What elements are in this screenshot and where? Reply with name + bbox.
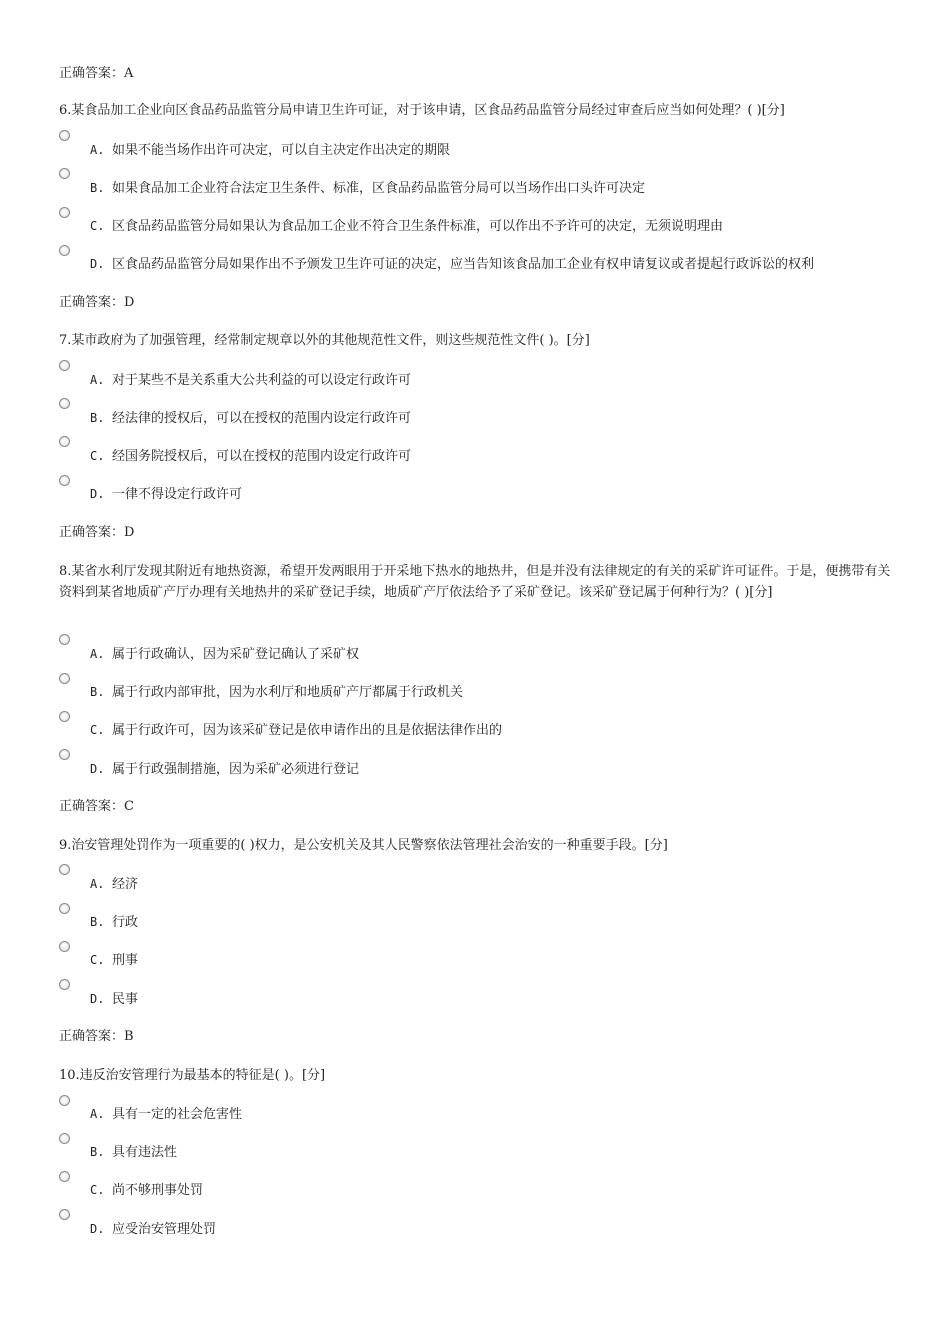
option-letter: A. [90, 877, 105, 891]
option-q8-d[interactable] [90, 761, 359, 778]
option-letter: D. [90, 487, 105, 501]
radio-q8-d[interactable] [59, 749, 70, 760]
radio-q6-a[interactable] [59, 130, 70, 141]
option-text: 行政 [112, 915, 139, 930]
radio-q8-a[interactable] [59, 634, 70, 645]
option-letter: B. [90, 181, 105, 195]
option-q10-b[interactable] [90, 1144, 177, 1161]
option-letter: C. [90, 449, 105, 463]
option-letter: B. [90, 411, 105, 425]
radio-q8-c[interactable] [59, 711, 70, 722]
option-q7-d[interactable] [90, 486, 242, 503]
option-q10-a[interactable] [90, 1106, 242, 1123]
answer-line-q8 [59, 799, 134, 815]
option-letter: B. [90, 685, 105, 699]
option-q6-a[interactable] [90, 142, 450, 159]
radio-q7-d[interactable] [59, 475, 70, 486]
question-7-text: 7.某市政府为了加强管理，经常制定规章以外的其他规范性文件，则这些规范性文件( )。[分] [59, 333, 590, 348]
radio-q9-c[interactable] [59, 941, 70, 952]
answer-value: C [124, 799, 134, 814]
option-text: 如果不能当场作出许可决定，可以自主决定作出决定的期限 [112, 143, 451, 158]
option-text: 如果食品加工企业符合法定卫生条件、标准，区食品药品监管分局可以当场作出口头许可决定 [112, 181, 646, 196]
option-text: 对于某些不是关系重大公共利益的可以设定行政许可 [112, 373, 412, 388]
radio-q10-a[interactable] [59, 1095, 70, 1106]
radio-q6-b[interactable] [59, 168, 70, 179]
option-q7-c[interactable] [90, 448, 411, 465]
option-text: 民事 [112, 992, 139, 1007]
option-letter: C. [90, 953, 105, 967]
answer-prefix: 正确答案： [59, 66, 125, 81]
radio-q9-d[interactable] [59, 979, 70, 990]
option-q8-c[interactable] [90, 722, 502, 739]
radio-q10-b[interactable] [59, 1133, 70, 1144]
option-q10-c[interactable] [90, 1182, 203, 1199]
option-letter: D. [90, 1222, 105, 1236]
option-q9-d[interactable] [90, 991, 138, 1008]
question-8-text: 8.某省水利厅发现其附近有地热资源，希望开发两眼用于开采地下热水的地热井，但是并没有法律规定的有关的采矿许可证件。于是，便携带有关资料到某省地质矿产厅办理有关地热井的采矿登记手续，地质矿产厅依法给予了采矿登记。该采矿登记属于何种行为？( )[分] [59, 564, 891, 600]
radio-q8-b[interactable] [59, 673, 70, 684]
question-10-text: 10.违反治安管理行为最基本的特征是( )。[分] [59, 1068, 326, 1083]
option-letter: A. [90, 373, 105, 387]
option-text: 属于行政内部审批，因为水利厅和地质矿产厅都属于行政机关 [112, 685, 464, 700]
radio-q10-c[interactable] [59, 1171, 70, 1182]
option-text: 经国务院授权后，可以在授权的范围内设定行政许可 [112, 449, 412, 464]
option-text: 属于行政确认，因为采矿登记确认了采矿权 [112, 647, 360, 662]
option-q8-b[interactable] [90, 684, 463, 701]
option-letter: C. [90, 1183, 105, 1197]
option-q6-b[interactable] [90, 180, 645, 197]
answer-line-q6 [59, 295, 134, 311]
option-q6-c[interactable] [90, 218, 723, 235]
answer-prefix: 正确答案： [59, 525, 125, 540]
radio-q7-a[interactable] [59, 360, 70, 371]
option-text: 刑事 [112, 953, 139, 968]
option-text: 应受治安管理处罚 [112, 1222, 217, 1237]
answer-prefix: 正确答案： [59, 295, 125, 310]
radio-q9-a[interactable] [59, 864, 70, 875]
option-letter: D. [90, 257, 105, 271]
option-letter: A. [90, 1107, 105, 1121]
option-q9-b[interactable] [90, 914, 138, 931]
option-letter: D. [90, 762, 105, 776]
option-text: 区食品药品监管分局如果认为食品加工企业不符合卫生条件标准，可以作出不予许可的决定，无须说明理由 [112, 219, 724, 234]
radio-q6-c[interactable] [59, 207, 70, 218]
option-letter: C. [90, 219, 105, 233]
option-text: 经法律的授权后，可以在授权的范围内设定行政许可 [112, 411, 412, 426]
answer-prefix: 正确答案： [59, 799, 125, 814]
option-q8-a[interactable] [90, 646, 359, 663]
option-letter: B. [90, 1145, 105, 1159]
option-letter: B. [90, 915, 105, 929]
answer-line-q5 [59, 66, 133, 82]
radio-q9-b[interactable] [59, 903, 70, 914]
option-q9-a[interactable] [90, 876, 138, 893]
option-q10-d[interactable] [90, 1221, 216, 1238]
question-9-text: 9.治安管理处罚作为一项重要的( )权力，是公安机关及其人民警察依法管理社会治安的一种重要手段。[分] [59, 838, 668, 853]
radio-q6-d[interactable] [59, 245, 70, 256]
option-text: 具有违法性 [112, 1145, 178, 1160]
answer-value: D [124, 295, 135, 310]
question-6-text: 6.某食品加工企业向区食品药品监管分局申请卫生许可证，对于该申请，区食品药品监管分局经过审查后应当如何处理？( )[分] [59, 103, 785, 118]
option-q9-c[interactable] [90, 952, 138, 969]
radio-q10-d[interactable] [59, 1209, 70, 1220]
option-text: 经济 [112, 877, 139, 892]
radio-q7-b[interactable] [59, 398, 70, 409]
option-text: 属于行政强制措施，因为采矿必须进行登记 [112, 762, 360, 777]
answer-line-q9 [59, 1029, 134, 1045]
option-q7-b[interactable] [90, 410, 411, 427]
option-letter: A. [90, 143, 105, 157]
option-letter: C. [90, 723, 105, 737]
option-text: 一律不得设定行政许可 [112, 487, 243, 502]
option-text: 属于行政许可，因为该采矿登记是依申请作出的且是依据法律作出的 [112, 723, 503, 738]
option-text: 具有一定的社会危害性 [112, 1107, 243, 1122]
radio-q7-c[interactable] [59, 436, 70, 447]
option-q7-a[interactable] [90, 372, 411, 389]
option-text: 尚不够刑事处罚 [112, 1183, 204, 1198]
option-text: 区食品药品监管分局如果作出不予颁发卫生许可证的决定，应当告知该食品加工企业有权申请复议或者提起行政诉讼的权利 [112, 257, 815, 272]
option-letter: D. [90, 992, 105, 1006]
answer-prefix: 正确答案： [59, 1029, 125, 1044]
option-q6-d[interactable] [90, 256, 814, 273]
option-letter: A. [90, 647, 105, 661]
answer-value: B [124, 1029, 134, 1044]
answer-line-q7 [59, 525, 134, 541]
answer-value: D [124, 525, 135, 540]
answer-value: A [124, 66, 134, 81]
